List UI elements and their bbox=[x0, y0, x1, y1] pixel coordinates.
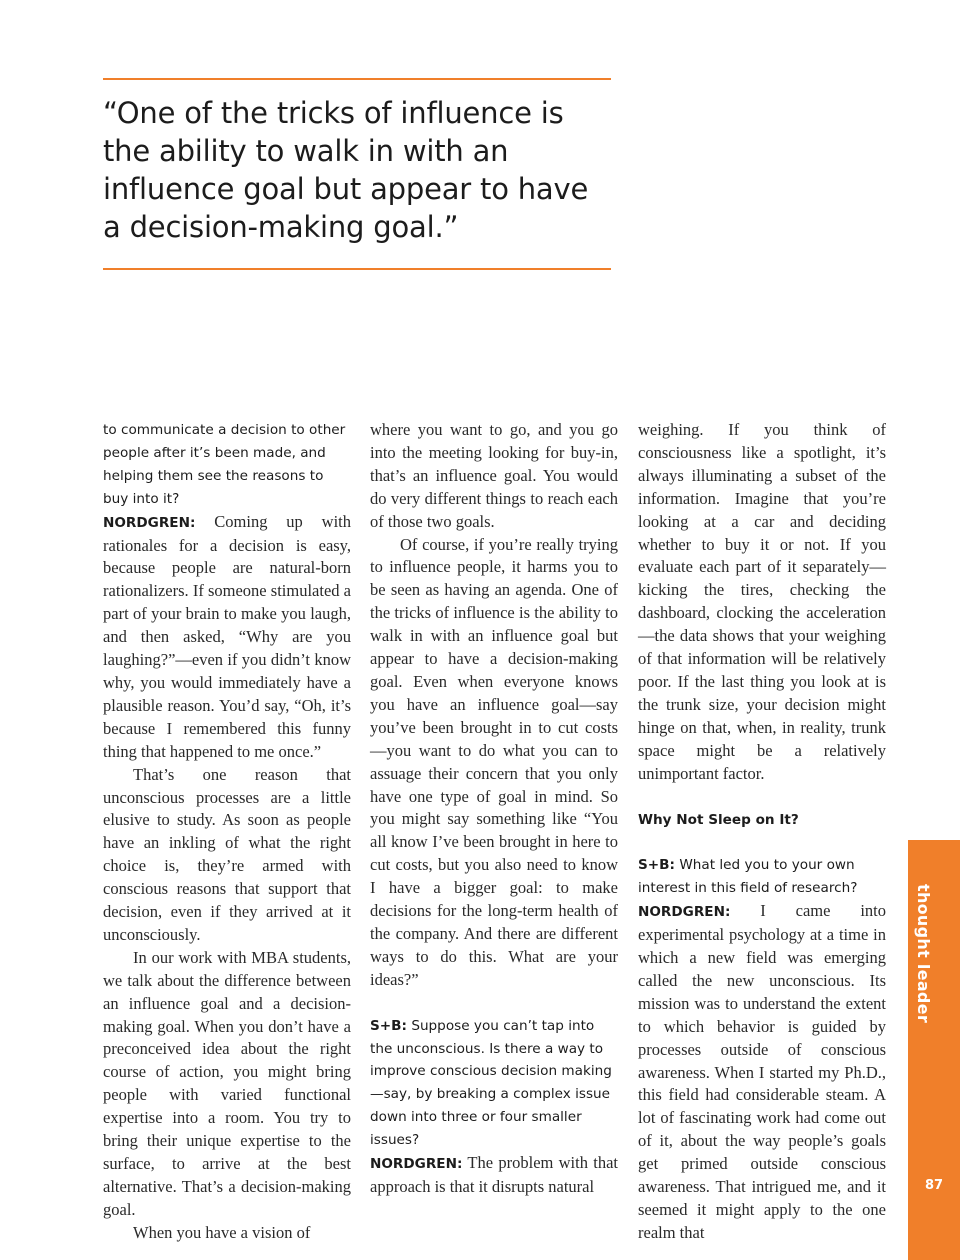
answer-paragraph: NORDGREN: Coming up with rationales for a decision is easy, because people are natural-born rationalizers. If someone stimulated a part of your brain to make you laugh, and then asked, “Why are you laughing?”—even if you didn’t know why, you would immediately have a plausible reason. You’d say, “Oh, it’s because I remembered this funny thing that happened to me once.” bbox=[103, 511, 351, 761]
answer-paragraph: NORDGREN: The problem with that approach is that it disrupts natural bbox=[370, 1153, 619, 1196]
interviewer-label: S+B: bbox=[638, 857, 675, 874]
section-label: thought leader bbox=[914, 884, 933, 1024]
question-continued: to communicate a decision to other people after it’s been made, and helping them see the reasons to buy into it? bbox=[103, 422, 346, 507]
body-paragraph: weighing. If you think of consciousness like a spotlight, it’s always illuminating a subset of the information. Imagine that you’re looking at a car and deciding whether to buy it or not. If you evaluate each part of it separately—kicking the tires, checking the dashboard, clocking the acceleration—the data shows that your weighing of that information will be relatively poor. If the last thing you look at is the trunk size, your decision might hinge on that, when, in reality, trunk space might be a relatively unimportant factor. bbox=[638, 420, 886, 783]
section-heading: Why Not Sleep on It? bbox=[638, 811, 799, 828]
pullquote: “One of the tricks of influence is the ability to walk in with an influence goal but appear to have a decision-making goal.” bbox=[103, 96, 589, 244]
interview-question: S+B: What led you to your own interest in this field of research? bbox=[638, 857, 858, 897]
interviewer-label: S+B: bbox=[370, 1017, 407, 1034]
column-3 bbox=[638, 419, 886, 1245]
column-1 bbox=[103, 419, 351, 1245]
speaker-label: NORDGREN: bbox=[638, 904, 731, 921]
body-paragraph: That’s one reason that unconscious processes are a little elusive to study. As soon as people have an inkling of what the right choice is, they’re armed with conscious reasons that support that decision, even if they arrived at it unconsciously. bbox=[103, 764, 351, 944]
speaker-label: NORDGREN: bbox=[370, 1156, 463, 1173]
body-paragraph: Of course, if you’re really trying to influence people, it harms you to be seen as having an agenda. One of the tricks of influence is the ability to walk in with an influence goal but appear to have a decision-making goal. Even when everyone knows you have an influence goal—say you’ve been brought in to cut costs—you want to do what you can to assuage their concern that you only have one type of goal in mind. So you might say something like “You all know I’ve been brought in here to cut costs, but you also need to know I have a bigger goal: to make decisions for the long-term health of the company. And there are different ways to do this. What are your ideas?” bbox=[370, 534, 618, 989]
answer-paragraph: NORDGREN: I came into experimental psychology at a time in which a new field was emerging called the new unconscious. Its mission was to understand the extent to which behavior is guided by processes outside of conscious awareness. When I started my Ph.D., this field had considerable steam. A lot of fascinating work had come out of it, about the way people’s goals get primed outside conscious awareness. That intrigued me, and it seemed it might apply to the one realm that bbox=[638, 901, 887, 1242]
pullquote-top-rule bbox=[103, 78, 611, 80]
body-paragraph: When you have a vision of bbox=[133, 1222, 311, 1242]
page-number: 87 bbox=[924, 1178, 944, 1193]
body-paragraph: where you want to go, and you go into the meeting looking for buy-in, that’s an influence goal. You would do very different things to reach each of those two goals. bbox=[370, 420, 618, 531]
pullquote-bottom-rule bbox=[103, 268, 611, 270]
speaker-label: NORDGREN: bbox=[103, 514, 196, 531]
body-paragraph: In our work with MBA students, we talk about the difference between an influence goal and a decision-making goal. When you don’t have a preconceived idea about the right course of action, you might bring people with varied functional expertise into a room. You try to bring their unique expertise to the surface, to arrive at the best alternative. That’s a decision-making goal. bbox=[103, 947, 351, 1219]
column-2 bbox=[370, 419, 618, 1199]
interview-question: S+B: Suppose you can’t tap into the unconscious. Is there a way to improve conscious decision making—say, by breaking a complex issue down into three or four smaller issues? bbox=[370, 1017, 612, 1149]
